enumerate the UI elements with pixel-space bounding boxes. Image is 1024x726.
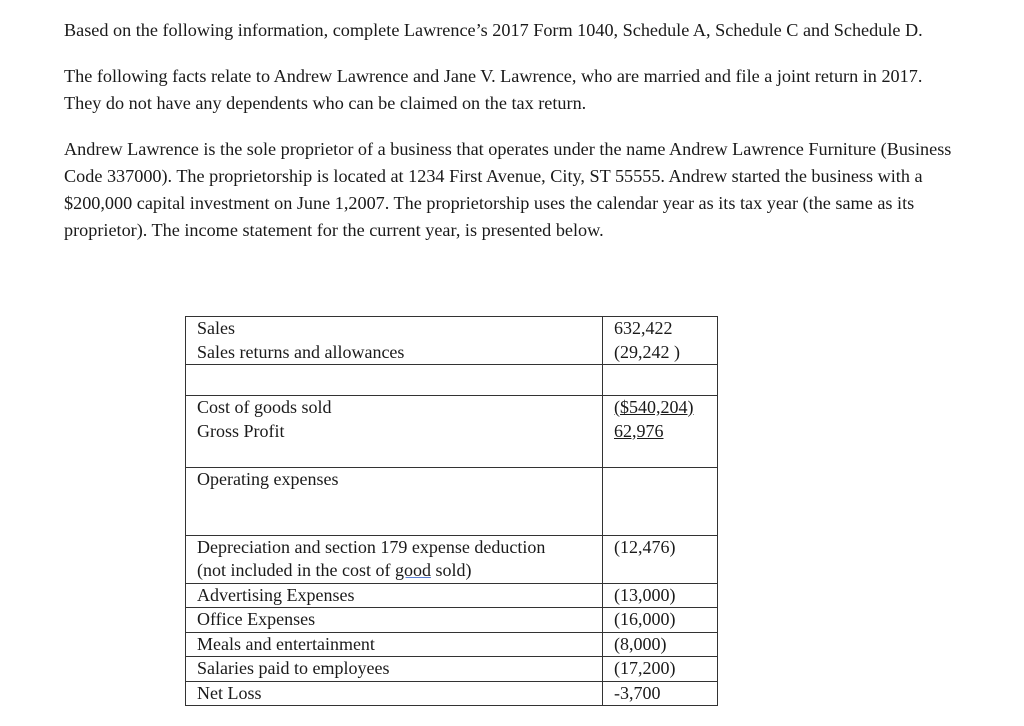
office-label-cell: Office Expenses bbox=[186, 608, 603, 633]
table-row bbox=[186, 467, 718, 535]
net-loss-label-cell: Net Loss bbox=[186, 681, 603, 706]
table-row bbox=[186, 657, 718, 682]
facts-paragraph: The following facts relate to Andrew Lawrence and Jane V. Lawrence, who are married and file a joint return in 2017. They do not have any dependents who can be claimed on the tax return. bbox=[64, 66, 923, 113]
cogs-amount-cell bbox=[603, 396, 718, 468]
document-body bbox=[64, 17, 954, 244]
depreciation-note-post: sold) bbox=[430, 560, 472, 580]
sales-amount-cell bbox=[603, 317, 718, 365]
table-row bbox=[186, 681, 718, 706]
salaries-label-cell: Salaries paid to employees bbox=[186, 657, 603, 682]
sales-label: Sales bbox=[197, 318, 235, 338]
depreciation-note-word: good bbox=[394, 560, 431, 580]
gross-profit-value: 62,976 bbox=[614, 420, 664, 441]
advertising-label-cell: Advertising Expenses bbox=[186, 583, 603, 608]
intro-paragraph: Based on the following information, complete Lawrence’s 2017 Form 1040, Schedule A, Schedule C and Schedule D. bbox=[64, 20, 923, 40]
operating-expenses-cell bbox=[186, 467, 603, 535]
blank-cell bbox=[186, 365, 603, 396]
depreciation-cell bbox=[186, 535, 603, 583]
operating-expenses-label: Operating expenses bbox=[197, 468, 339, 489]
meals-label-cell: Meals and entertainment bbox=[186, 632, 603, 657]
table-row bbox=[186, 632, 718, 657]
net-loss-value-cell: -3,700 bbox=[603, 681, 718, 706]
meals-value-cell: (8,000) bbox=[603, 632, 718, 657]
advertising-value-cell: (13,000) bbox=[603, 583, 718, 608]
depreciation-value: (12,476) bbox=[614, 536, 676, 557]
blank-cell bbox=[603, 467, 718, 535]
table-row bbox=[186, 365, 718, 396]
depreciation-label-line1: Depreciation and section 179 expense deduction bbox=[197, 536, 546, 557]
blank-cell bbox=[603, 365, 718, 396]
sales-cell bbox=[186, 317, 603, 365]
spacer bbox=[197, 443, 594, 467]
returns-value: (29,242 ) bbox=[614, 341, 680, 362]
table-row bbox=[186, 608, 718, 633]
cogs-label: Cost of goods sold bbox=[197, 397, 332, 417]
sales-value: 632,422 bbox=[614, 318, 673, 338]
depreciation-amount-cell bbox=[603, 535, 718, 583]
cogs-cell bbox=[186, 396, 603, 468]
table-row bbox=[186, 583, 718, 608]
table-row bbox=[186, 396, 718, 468]
depreciation-note-pre: (not included in the cost of bbox=[197, 560, 395, 580]
gross-profit-label: Gross Profit bbox=[197, 420, 285, 441]
business-paragraph: Andrew Lawrence is the sole proprietor of a business that operates under the name Andrew Lawrence Furniture (Business Code 337000). The proprietorship is located at 1234 First Avenue, City, ST 55555. Andrew started the business with a $200,000 capital investment on June 1,2007. The proprietorship uses the calendar year as its tax year (the same as its proprietor). The income statement for the current year, is presented below. bbox=[64, 139, 952, 240]
returns-label: Sales returns and allowances bbox=[197, 341, 405, 362]
depreciation-label-line2 bbox=[197, 559, 594, 583]
office-value-cell: (16,000) bbox=[603, 608, 718, 633]
income-statement-table bbox=[185, 316, 718, 706]
table-row bbox=[186, 535, 718, 583]
salaries-value-cell: (17,200) bbox=[603, 657, 718, 682]
table-row bbox=[186, 317, 718, 365]
cogs-value: ($540,204) bbox=[614, 397, 694, 417]
